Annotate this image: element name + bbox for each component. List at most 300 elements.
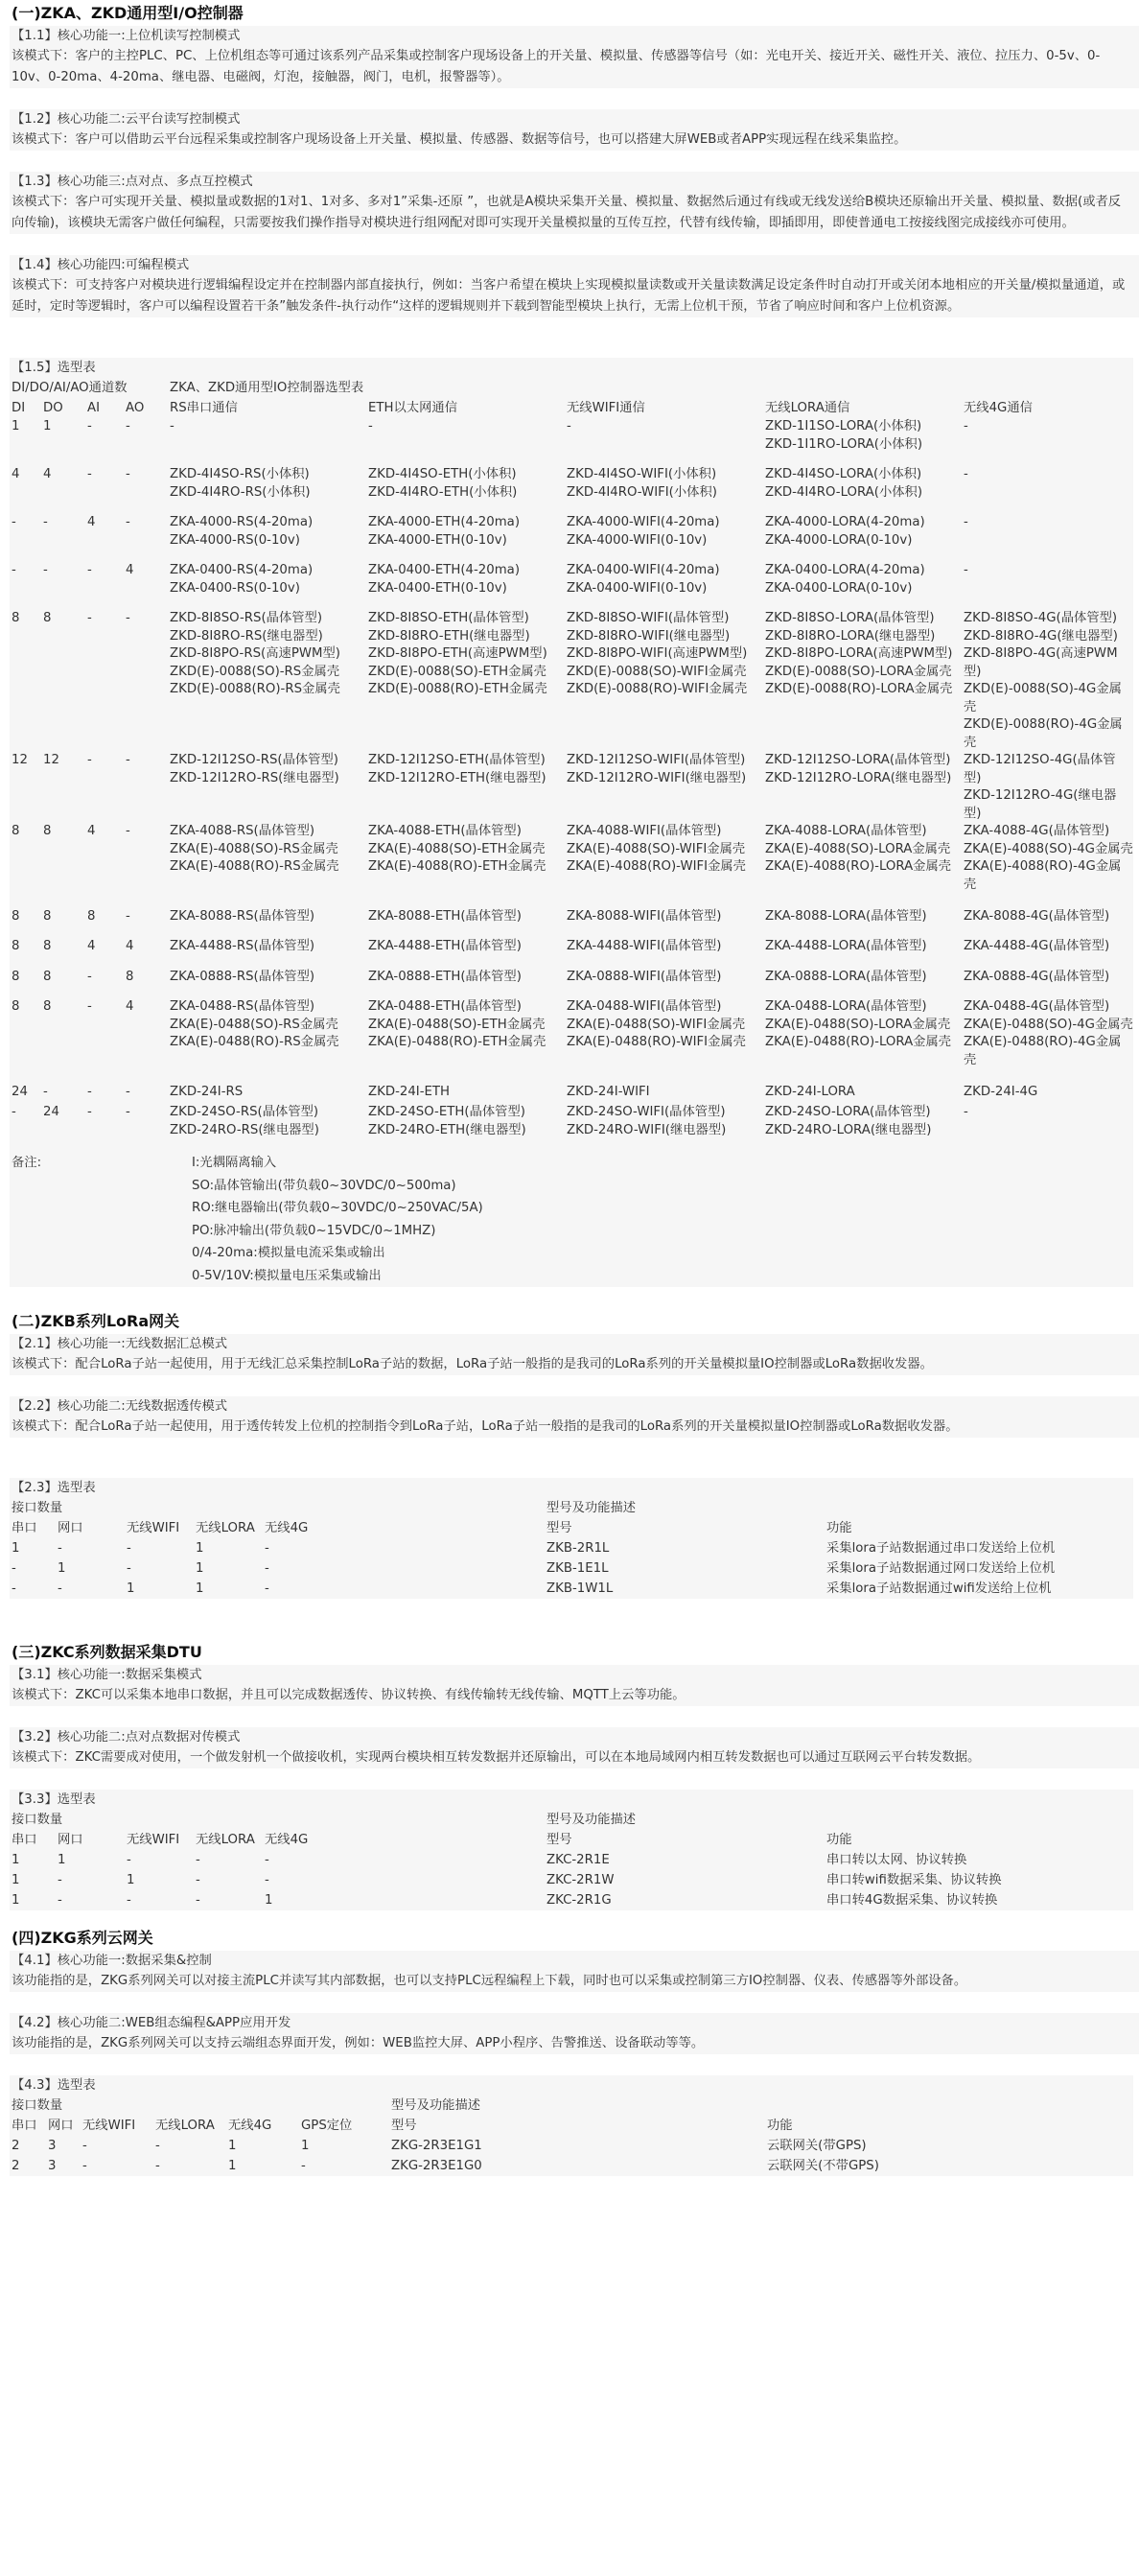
cell-line: ZKD-12I12RO-WIFI(继电器型) (567, 770, 747, 785)
cell-line: ZKA-4000-RS(0-10v) (170, 532, 300, 548)
cell-line: ZKD(E)-0088(SO)-LORA金属壳 (765, 664, 952, 679)
table-cell (85, 1104, 124, 1122)
note-item: 0/4-20ma:模拟量电流采集或输出 (192, 1246, 385, 1260)
table-cell (565, 998, 763, 1052)
table-row (10, 823, 1133, 908)
table-cell (366, 938, 565, 956)
table-cell (124, 466, 168, 484)
cell-line: ZKA(E)-4088(RO)-ETH金属壳 (368, 859, 546, 874)
cell-value: - (126, 753, 130, 767)
cell-value: - (87, 467, 92, 481)
table-row (10, 938, 1133, 969)
table-cell (41, 969, 85, 987)
table-cell (124, 908, 168, 926)
table-cell (10, 418, 41, 436)
section-title-zkg: (四)ZKG系列云网关 (12, 1929, 153, 1947)
table-cell (565, 466, 763, 502)
section-title-zkc: (三)ZKC系列数据采集DTU (12, 1643, 202, 1661)
table-cell (366, 998, 565, 1052)
cell-line: ZKA-8088-RS(晶体管型) (170, 908, 315, 924)
cell-line: ZKD(E)-0088(SO)-4G金属壳 (964, 682, 1122, 714)
table-cell (10, 969, 41, 987)
cell-line: ZKA(E)-0488(SO)-LORA金属壳 (765, 1017, 951, 1032)
feature-1-2-heading: 【1.2】核心功能二:云平台读写控制模式 (10, 109, 1139, 129)
table-cell (565, 562, 763, 597)
col-header: 功能 (826, 1833, 852, 1847)
table-cell (41, 908, 85, 926)
note-item: RO:继电器输出(带负载0~30VDC/0~250VAC/5A) (192, 1201, 483, 1215)
table-cell (124, 938, 168, 956)
section-title-zkb: (二)ZKB系列LoRa网关 (12, 1312, 180, 1330)
table-row (10, 610, 1133, 752)
note-item: I:光耦隔离输入 (192, 1156, 277, 1170)
cell-value: 8 (43, 824, 52, 838)
table-cell (168, 1084, 366, 1102)
col-header: 无线LORA (196, 1833, 255, 1847)
table-cell: 1 (12, 1893, 20, 1908)
cell-line: ZKA-0400-ETH(4-20ma) (368, 563, 521, 577)
cell-line: ZKD-24SO-RS(晶体管型) (170, 1105, 319, 1119)
table-group-header (10, 1498, 1133, 1518)
cell-line: ZKD-8I8RO-RS(继电器型) (170, 628, 323, 644)
cell-line: ZKA-0488-4G(晶体管型) (964, 999, 1110, 1014)
table-cell (366, 1104, 565, 1139)
table-cell: - (155, 2139, 160, 2153)
table-cell (962, 1084, 1133, 1102)
table-cell (366, 466, 565, 502)
col-header: 无线WIFI (82, 2119, 136, 2133)
table-cell (10, 514, 41, 532)
cell-line: - (567, 419, 571, 433)
table-cell (168, 418, 366, 436)
table-heading: 【1.5】选型表 (12, 361, 96, 375)
cell-value: 8 (12, 969, 20, 984)
feature-4-2-body: 该功能指的是，ZKG系列网关可以支持云端组态界面开发，例如：WEB监控大屏、APP小程序、告警推送、设备联动等等。 (10, 2033, 1139, 2054)
table-cell (168, 1104, 366, 1139)
table-cell (10, 908, 41, 926)
cell-value: 4 (87, 515, 96, 529)
cell-line: ZKD-24RO-ETH(继电器型) (368, 1122, 526, 1137)
cell-line: - (964, 563, 968, 577)
cell-line: ZKA-8088-4G(晶体管型) (964, 908, 1110, 924)
table-cell (962, 466, 1133, 484)
table-header-title: ZKA、ZKD通用型IO控制器选型表 (170, 381, 364, 395)
header-interface-count: 接口数量 (12, 2098, 63, 2113)
table-cell (962, 823, 1133, 894)
col-header: 无线LORA (155, 2119, 215, 2133)
cell-line: ZKA-0488-WIFI(晶体管型) (567, 999, 722, 1014)
table-row (10, 752, 1133, 823)
table-row (10, 998, 1133, 1084)
table-cell (85, 823, 124, 841)
cell-line: ZKD(E)-0088(SO)-WIFI金属壳 (567, 664, 747, 679)
table-cell: - (196, 1873, 200, 1887)
table-cell: - (82, 2159, 87, 2173)
cell-line: ZKA-4000-LORA(4-20ma) (765, 515, 925, 529)
table-cell (763, 752, 962, 787)
table-cell (10, 562, 41, 580)
model-number: ZKC-2R1E (546, 1853, 610, 1867)
table-cell (124, 562, 168, 580)
cell-line: ZKA(E)-0488(SO)-RS金属壳 (170, 1017, 338, 1032)
table-cell (41, 610, 85, 628)
cell-value: - (87, 753, 92, 767)
header-interface-count: 接口数量 (12, 1813, 63, 1827)
cell-line: ZKA-4088-RS(晶体管型) (170, 824, 315, 838)
feature-1-3-heading: 【1.3】核心功能三:点对点、多点互控模式 (10, 172, 1139, 192)
cell-value: - (43, 515, 48, 529)
table-cell (41, 938, 85, 956)
note-item: PO:脉冲输出(带负载0~15VDC/0~1MHZ) (192, 1223, 436, 1238)
cell-line: ZKA-4000-ETH(4-20ma) (368, 515, 521, 529)
table-cell (10, 1104, 41, 1122)
col-header-rs: RS串口通信 (170, 401, 238, 415)
table-cell (366, 908, 565, 926)
table-cell (10, 466, 41, 484)
cell-line: ZKA(E)-0488(RO)-4G金属壳 (964, 1035, 1122, 1067)
cell-line: ZKA-4488-LORA(晶体管型) (765, 939, 927, 953)
cell-value: 1 (43, 419, 52, 433)
table-cell (763, 908, 962, 926)
table-cell: 1 (196, 1581, 204, 1596)
header-interface-count: 接口数量 (12, 1501, 63, 1515)
table-cell (565, 514, 763, 550)
col-header: 无线4G (265, 1833, 309, 1847)
cell-line: - (964, 419, 968, 433)
cell-line: ZKD-4I4RO-WIFI(小体积) (567, 484, 717, 500)
table-cell: - (58, 1581, 62, 1596)
col-header: 网口 (58, 1521, 83, 1535)
cell-line: ZKD-8I8SO-ETH(晶体管型) (368, 611, 529, 625)
table-cell (962, 610, 1133, 752)
cell-line: - (170, 419, 174, 433)
table-cell (962, 938, 1133, 956)
cell-line: ZKA-4488-ETH(晶体管型) (368, 939, 522, 953)
col-header: 型号 (546, 1521, 572, 1535)
cell-line: ZKA-0888-WIFI(晶体管型) (567, 969, 722, 984)
cell-line: ZKA(E)-4088(SO)-RS金属壳 (170, 841, 338, 856)
cell-line: ZKA-0400-RS(0-10v) (170, 580, 300, 596)
col-header: 无线4G (265, 1521, 309, 1535)
cell-line: ZKA(E)-0488(RO)-ETH金属壳 (368, 1035, 546, 1049)
table-cell (565, 969, 763, 987)
cell-line: ZKA-4000-WIFI(0-10v) (567, 532, 708, 548)
cell-line: ZKD-24SO-ETH(晶体管型) (368, 1105, 525, 1119)
table-cell (565, 938, 763, 956)
cell-value: 12 (12, 753, 28, 767)
table-cell (168, 514, 366, 550)
header-model-description: 型号及功能描述 (546, 1501, 637, 1515)
table-cell (565, 823, 763, 877)
table-cell: - (265, 1853, 269, 1867)
feature-1-1-body: 该模式下：客户的主控PLC、PC、上位机组态等可通过该系列产品采集或控制客户现场设备上的开关量、模拟量、传感器等信号（如：光电开关、接近开关、磁性开关、液位、拉压力、0-5v、0-10v、0-20ma、4-20ma、继电器、电磁阀，灯泡，接触器，阀门，电机，报警器等）。 (10, 46, 1139, 88)
cell-line: ZKA(E)-0488(SO)-4G金属壳 (964, 1017, 1133, 1032)
cell-line: ZKA-4088-ETH(晶体管型) (368, 824, 522, 838)
cell-line: ZKA-4000-LORA(0-10v) (765, 532, 913, 548)
cell-value: - (126, 515, 130, 529)
cell-value: - (43, 563, 48, 577)
cell-line: ZKA(E)-4088(RO)-LORA金属壳 (765, 859, 952, 874)
model-number: ZKB-1E1L (546, 1561, 609, 1576)
table-cell: 1 (12, 1541, 20, 1556)
cell-line: ZKD-8I8RO-WIFI(继电器型) (567, 628, 731, 644)
table-cell (41, 466, 85, 484)
col-header: 无线WIFI (127, 1833, 180, 1847)
table-cell (85, 1084, 124, 1102)
table-cell (168, 562, 366, 597)
feature-1-4-body: 该模式下：可支持客户对模块进行逻辑编程设定并在控制器内部直接执行，例如：当客户希望在模块上实现模拟量读数或开关量读数满足设定条件时自动打开或关闭本地相应的开关量/模拟量通道，或延时，定时等逻辑时，客户可以编程设置若干条”触发条件-执行动作“这样的逻辑规则并下载到智能型模块上执行，无需上位机干预，节省了响应时间和客户上位机资源。 (10, 275, 1139, 317)
table-cell (41, 562, 85, 580)
table-cell (124, 1104, 168, 1122)
table-cell: - (301, 2159, 306, 2173)
function-text: 串口转wifi数据采集、协议转换 (826, 1873, 1002, 1887)
table-cell: 1 (265, 1893, 273, 1908)
feature-1-1-heading: 【1.1】核心功能一:上位机读写控制模式 (10, 26, 1139, 46)
cell-line: ZKD-12I12RO-RS(继电器型) (170, 770, 339, 785)
table-header-row (10, 1830, 1133, 1850)
col-header-di: DI (12, 401, 26, 415)
header-model-description: 型号及功能描述 (391, 2098, 481, 2113)
table-row (10, 1538, 1133, 1558)
cell-value: - (126, 824, 130, 838)
feature-4-1-heading: 【4.1】核心功能一:数据采集&控制 (10, 1951, 1139, 1971)
table-cell: 1 (58, 1853, 66, 1867)
selection-table-zkg (10, 2075, 1133, 2176)
cell-line: - (964, 1105, 968, 1119)
col-header: 无线WIFI (127, 1521, 180, 1535)
cell-value: 24 (43, 1105, 59, 1119)
table-row (10, 1558, 1133, 1579)
cell-value: - (87, 969, 92, 984)
table-cell (10, 938, 41, 956)
table-cell (763, 562, 962, 597)
feature-3-2-heading: 【3.2】核心功能二:点对点数据对传模式 (10, 1727, 1139, 1747)
table-cell (10, 823, 41, 841)
cell-value: 8 (126, 969, 134, 984)
feature-1-3-body: 该模式下：客户可实现开关量、模拟量或数据的1对1、1对多、多对1”采集-还原 ”，也就是A模块采集开关量、模拟量、数据然后通过有线或无线发送给B模块还原输出开关量、模拟量、数据(或者反向传输)，该模块无需客户做任何编程，只需要按我们操作指导对模块进行组网配对即可实现开关量模拟量的互传互控，代替有线传输，即插即用，即使普通电工按接线图完成接线亦可使用。 (10, 192, 1139, 234)
cell-value: 4 (12, 467, 20, 481)
cell-line: ZKD-12I12RO-ETH(继电器型) (368, 770, 546, 785)
cell-line: ZKD-4I4SO-RS(小体积) (170, 467, 310, 481)
cell-line: ZKA-0888-ETH(晶体管型) (368, 969, 522, 984)
table-cell (962, 969, 1133, 987)
cell-line: ZKD-8I8SO-4G(晶体管型) (964, 611, 1118, 625)
cell-line: ZKA-4488-RS(晶体管型) (170, 939, 315, 953)
table-cell: - (58, 1541, 62, 1556)
cell-value: 4 (126, 939, 134, 953)
table-cell: - (265, 1581, 269, 1596)
cell-value: 4 (87, 939, 96, 953)
cell-value: - (43, 1084, 48, 1099)
cell-value: - (126, 1105, 130, 1119)
table-cell (366, 418, 565, 436)
col-header: 功能 (826, 1521, 852, 1535)
note-item: SO:晶体管输出(带负载0~30VDC/0~500ma) (192, 1178, 456, 1193)
cell-value: 8 (43, 908, 52, 924)
table-cell: 1 (12, 1873, 20, 1887)
cell-value: - (126, 419, 130, 433)
cell-line: ZKD-24RO-RS(继电器型) (170, 1122, 319, 1137)
col-header-ai: AI (87, 401, 101, 415)
table-cell: - (127, 1541, 131, 1556)
table-cell (366, 514, 565, 550)
cell-line: ZKD-24SO-WIFI(晶体管型) (567, 1105, 726, 1119)
table-cell (168, 752, 366, 787)
table-cell (763, 1104, 962, 1139)
cell-line: - (964, 467, 968, 481)
table-cell (10, 752, 41, 770)
table-cell (124, 418, 168, 436)
table-cell (41, 1084, 85, 1102)
cell-line: ZKA(E)-4088(RO)-4G金属壳 (964, 859, 1122, 892)
cell-line: ZKA(E)-4088(SO)-ETH金属壳 (368, 841, 546, 856)
table-header-channels: DI/DO/AI/AO通道数 (12, 381, 128, 395)
model-number: ZKG-2R3E1G1 (391, 2139, 482, 2153)
table-group-header (10, 1810, 1133, 1830)
table-cell (168, 998, 366, 1052)
cell-line: ZKD(E)-0088(RO)-ETH金属壳 (368, 682, 547, 696)
cell-line: ZKA-0488-RS(晶体管型) (170, 999, 315, 1014)
col-header: GPS定位 (301, 2119, 353, 2133)
table-header-row (10, 398, 1133, 418)
table-cell (85, 969, 124, 987)
cell-line: ZKD-12I12SO-LORA(晶体管型) (765, 753, 951, 767)
table-cell: - (127, 1853, 131, 1867)
table-row (10, 1104, 1133, 1152)
table-cell (41, 514, 85, 532)
table-cell: - (82, 2139, 87, 2153)
col-header-4g: 无线4G通信 (964, 401, 1033, 415)
cell-line: ZKD(E)-0088(RO)-4G金属壳 (964, 717, 1123, 750)
cell-value: - (126, 1084, 130, 1099)
table-cell (763, 823, 962, 877)
table-cell (85, 752, 124, 770)
cell-line: ZKD-8I8PO-ETH(高速PWM型) (368, 646, 547, 661)
col-header: 型号 (391, 2119, 417, 2133)
cell-value: - (126, 908, 130, 924)
table-cell (85, 998, 124, 1017)
cell-line: ZKD-4I4SO-LORA(小体积) (765, 467, 922, 481)
table-group-header (10, 2096, 1133, 2116)
table-cell (962, 752, 1133, 823)
model-number: ZKC-2R1W (546, 1873, 615, 1887)
cell-line: ZKD-8I8RO-ETH(继电器型) (368, 628, 530, 644)
table-row (10, 1850, 1133, 1870)
cell-value: 8 (12, 939, 20, 953)
cell-line: ZKA-8088-LORA(晶体管型) (765, 908, 927, 924)
cell-line: ZKA-4088-LORA(晶体管型) (765, 824, 927, 838)
table-cell (85, 908, 124, 926)
table-cell: 1 (127, 1581, 135, 1596)
cell-line: ZKA(E)-0488(SO)-ETH金属壳 (368, 1017, 546, 1032)
cell-value: - (87, 419, 92, 433)
cell-line: ZKD(E)-0088(RO)-LORA金属壳 (765, 682, 953, 696)
table-cell: 2 (12, 2159, 20, 2173)
cell-line: ZKA-0400-LORA(4-20ma) (765, 563, 925, 577)
notes (10, 1152, 1133, 1287)
cell-value: 24 (12, 1084, 28, 1099)
feature-2-1-body: 该模式下：配合LoRa子站一起使用，用于无线汇总采集控制LoRa子站的数据，LoRa子站一般指的是我司的LoRa系列的开关量模拟量IO控制器或LoRa数据收发器。 (10, 1354, 1139, 1375)
cell-line: ZKA-4088-WIFI(晶体管型) (567, 824, 722, 838)
table-row (10, 466, 1133, 514)
cell-line: - (368, 419, 373, 433)
feature-1-2-body: 该模式下：客户可以借助云平台远程采集或控制客户现场设备上开关量、模拟量、传感器、数据等信号，也可以搭建大屏WEB或者APP实现远程在线采集监控。 (10, 129, 1139, 151)
feature-4-1-body: 该功能指的是，ZKG系列网关可以对接主流PLC并读写其内部数据，也可以支持PLC远程编程上下载，同时也可以采集或控制第三方IO控制器、仪表、传感器等外部设备。 (10, 1971, 1139, 1992)
cell-line: ZKD-24RO-LORA(继电器型) (765, 1122, 932, 1137)
table-row (10, 1890, 1133, 1910)
table-row (10, 1579, 1133, 1599)
col-header: 无线LORA (196, 1521, 255, 1535)
table-header-row (10, 2116, 1133, 2136)
table-cell (763, 610, 962, 699)
table-cell (366, 562, 565, 597)
function-text: 云联网关(不带GPS) (767, 2159, 879, 2173)
table-row (10, 2156, 1133, 2176)
table-cell: 3 (48, 2139, 57, 2153)
table-cell: - (155, 2159, 160, 2173)
cell-line: ZKD-24I-WIFI (567, 1084, 650, 1099)
cell-line: ZKA-0400-WIFI(4-20ma) (567, 563, 720, 577)
cell-line: ZKD-4I4RO-ETH(小体积) (368, 484, 518, 500)
cell-line: ZKD-12I12SO-RS(晶体管型) (170, 753, 338, 767)
cell-value: - (12, 515, 16, 529)
table-cell: - (58, 1873, 62, 1887)
cell-value: 4 (87, 824, 96, 838)
feature-3-1-heading: 【3.1】核心功能一:数据采集模式 (10, 1665, 1139, 1685)
table-cell (124, 823, 168, 841)
table-row (10, 908, 1133, 939)
table-cell: 2 (12, 2139, 20, 2153)
cell-line: - (964, 515, 968, 529)
cell-line: ZKD-12I12SO-WIFI(晶体管型) (567, 753, 746, 767)
feature-2-2-heading: 【2.2】核心功能二:无线数据透传模式 (10, 1396, 1139, 1417)
table-header-row (10, 1518, 1133, 1538)
table-cell (124, 514, 168, 532)
table-row (10, 514, 1133, 562)
cell-value: 8 (43, 611, 52, 625)
col-header: 串口 (12, 2119, 37, 2133)
cell-value: - (87, 611, 92, 625)
feature-3-2-body: 该模式下：ZKC需要成对使用，一个做发射机一个做接收机，实现两台模块相互转发数据并还原输出，可以在本地局域网内相互转发数据也可以通过互联网云平台转发数据。 (10, 1747, 1139, 1768)
table-cell (124, 610, 168, 628)
cell-line: ZKD-8I8SO-WIFI(晶体管型) (567, 611, 730, 625)
model-number: ZKB-2R1L (546, 1541, 610, 1556)
model-number: ZKB-1W1L (546, 1581, 614, 1596)
col-header: 无线4G (228, 2119, 272, 2133)
cell-line: ZKA-0400-ETH(0-10v) (368, 580, 507, 596)
table-cell (366, 610, 565, 699)
table-cell (168, 969, 366, 987)
cell-line: ZKA-4000-WIFI(4-20ma) (567, 515, 720, 529)
table-cell (962, 998, 1133, 1069)
cell-line: ZKA(E)-4088(RO)-RS金属壳 (170, 859, 339, 874)
cell-line: ZKA-0400-WIFI(0-10v) (567, 580, 708, 596)
table-cell: - (196, 1853, 200, 1867)
cell-line: ZKA-0888-RS(晶体管型) (170, 969, 315, 984)
cell-line: ZKD-1I1RO-LORA(小体积) (765, 436, 923, 452)
table-heading: 【3.3】选型表 (12, 1792, 96, 1807)
cell-line: ZKA-4088-4G(晶体管型) (964, 824, 1110, 838)
table-row (10, 1870, 1133, 1890)
table-cell (763, 466, 962, 502)
cell-value: 8 (12, 908, 20, 924)
cell-line: ZKD-24I-ETH (368, 1084, 451, 1099)
cell-value: - (87, 1084, 92, 1099)
col-header-eth: ETH以太网通信 (368, 401, 458, 415)
section-title-zka-zkd: (一)ZKA、ZKD通用型I/O控制器 (12, 4, 244, 22)
cell-line: ZKD-4I4RO-LORA(小体积) (765, 484, 923, 500)
cell-line: ZKD-8I8SO-RS(晶体管型) (170, 611, 323, 625)
